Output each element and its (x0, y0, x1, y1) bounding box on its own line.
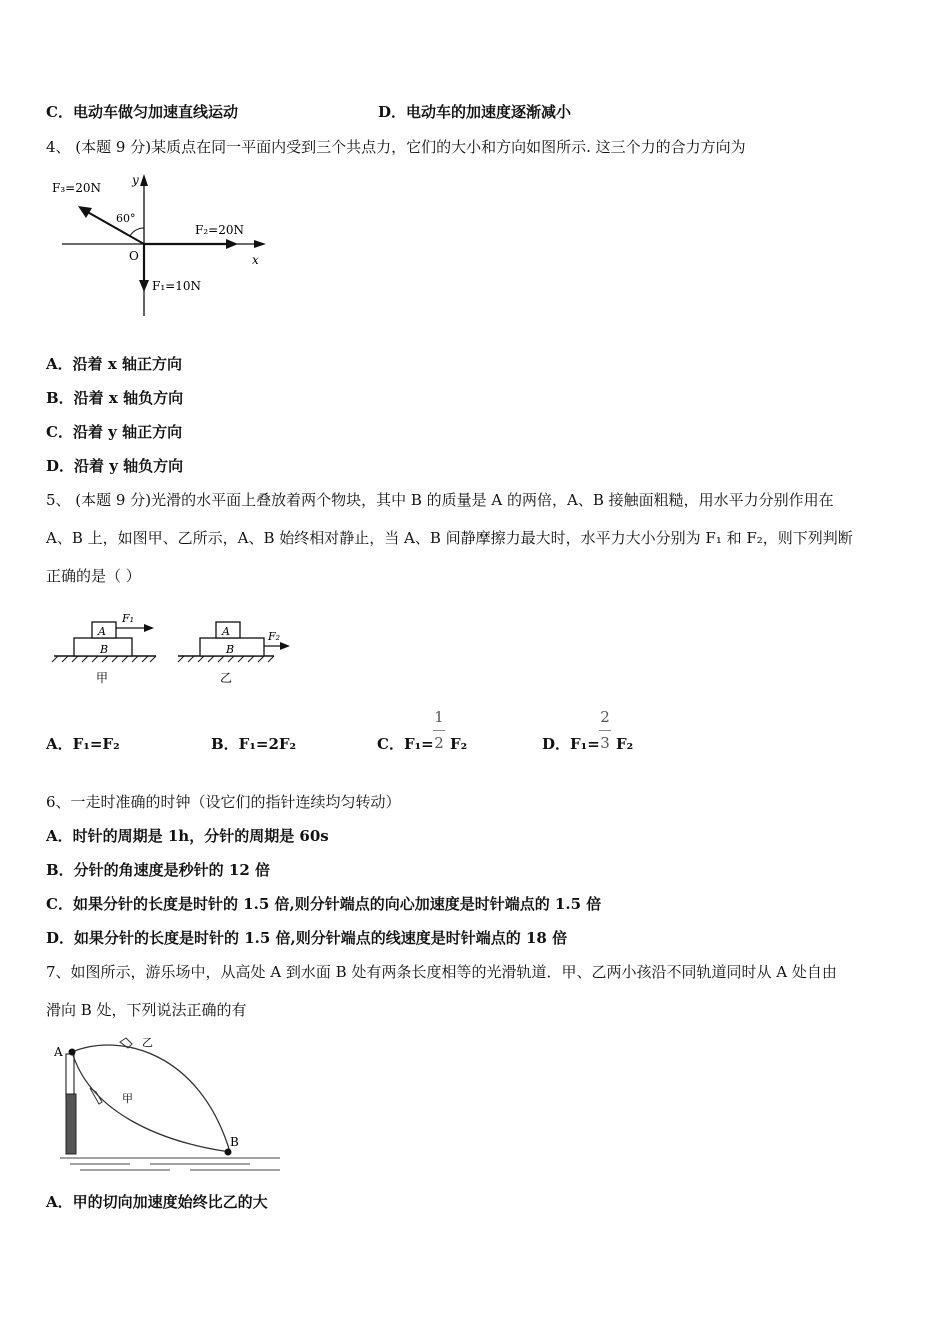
q5-option-d-denominator: 3 (600, 734, 610, 752)
q5-stem-line2: A、B 上，如图甲、乙所示，A、B 始终相对静止，当 A、B 间静摩擦力最大时，水平力大小分别为 F₁ 和 F₂，则下列判断 (46, 529, 853, 547)
q5-yi-b-label: B (226, 643, 235, 656)
q5-option-b: B．F₁=2F₂ (211, 735, 297, 753)
q4-f1-label: F₁=10N (152, 279, 201, 293)
q4-x-label: x (252, 253, 259, 267)
q7-a-label: A (54, 1045, 63, 1059)
q4-force-diagram (40, 168, 280, 328)
q4-option-b: B．沿着 x 轴负方向 (46, 389, 184, 407)
q3-option-d: D．电动车的加速度逐渐减小 (378, 103, 572, 121)
q5-option-c-prefix: C．F₁= (377, 735, 434, 753)
q5-f1-label: F₁ (122, 612, 135, 625)
q6-option-c: C．如果分针的长度是时针的 1.5 倍,则分针端点的向心加速度是时针端点的 1.5 倍 (46, 895, 602, 913)
q4-option-c: C．沿着 y 轴正方向 (46, 423, 183, 441)
q7-stem-line2: 滑向 B 处，下列说法正确的有 (46, 1001, 247, 1019)
q4-option-a: A．沿着 x 轴正方向 (46, 355, 183, 373)
q4-f3-label: F₃=20N (52, 181, 101, 195)
q4-option-d: D．沿着 y 轴负方向 (46, 457, 184, 475)
q5-jia-b-label: B (100, 643, 109, 656)
q4-origin-label: O (129, 249, 139, 263)
q5-yi-caption: 乙 (220, 671, 233, 685)
q4-angle-label: 60° (116, 212, 136, 225)
q5-block-diagram (50, 606, 310, 690)
q5-option-d-prefix: D．F₁= (542, 735, 600, 753)
q7-slide-diagram (50, 1032, 290, 1178)
q5-jia-caption: 甲 (96, 671, 109, 685)
q7-stem-line1: 7、如图所示，游乐场中，从高处 A 到水面 B 处有两条长度相等的光滑轨道．甲、乙两小孩沿不同轨道同时从 A 处自由 (46, 963, 837, 981)
q3-option-c: C．电动车做匀加速直线运动 (46, 103, 238, 121)
q5-stem-line3: 正确的是（ ） (46, 567, 141, 585)
q6-option-b: B．分针的角速度是秒针的 12 倍 (46, 861, 270, 879)
q5-option-c-denominator: 2 (434, 734, 444, 752)
q5-option-c-suffix: F₂ (450, 735, 468, 753)
q5-f2-label: F₂ (268, 630, 281, 643)
q5-option-d-numerator: 2 (600, 708, 610, 726)
q5-option-c-fraction-bar (433, 730, 445, 731)
q6-option-a: A．时针的周期是 1h，分针的周期是 60s (46, 827, 329, 845)
q5-jia-a-label: A (98, 625, 106, 638)
q4-f2-label: F₂=20N (195, 223, 244, 237)
q7-jia-label: 甲 (122, 1092, 133, 1105)
q4-y-label: y (132, 173, 139, 187)
q5-stem-line1: 5、 (本题 9 分)光滑的水平面上叠放着两个物块，其中 B 的质量是 A 的两倍，A、B 接触面粗糙，用水平力分别作用在 (46, 491, 834, 509)
q6-stem: 6、一走时准确的时钟（设它们的指针连续均匀转动） (46, 793, 401, 811)
q5-option-c-numerator: 1 (434, 708, 444, 726)
q7-yi-label: 乙 (142, 1036, 153, 1049)
q7-option-a: A．甲的切向加速度始终比乙的大 (46, 1193, 268, 1211)
q5-yi-a-label: A (222, 625, 230, 638)
q6-option-d: D．如果分针的长度是时针的 1.5 倍,则分针端点的线速度是时针端点的 18 倍 (46, 929, 568, 947)
q4-stem: 4、 (本题 9 分)某质点在同一平面内受到三个共点力，它们的大小和方向如图所示. 这三个力的合力方向为 (46, 138, 746, 156)
q5-option-a: A．F₁=F₂ (46, 735, 120, 753)
q5-option-d-suffix: F₂ (616, 735, 634, 753)
q5-option-d-fraction-bar (599, 730, 611, 731)
q7-b-label: B (230, 1135, 239, 1149)
